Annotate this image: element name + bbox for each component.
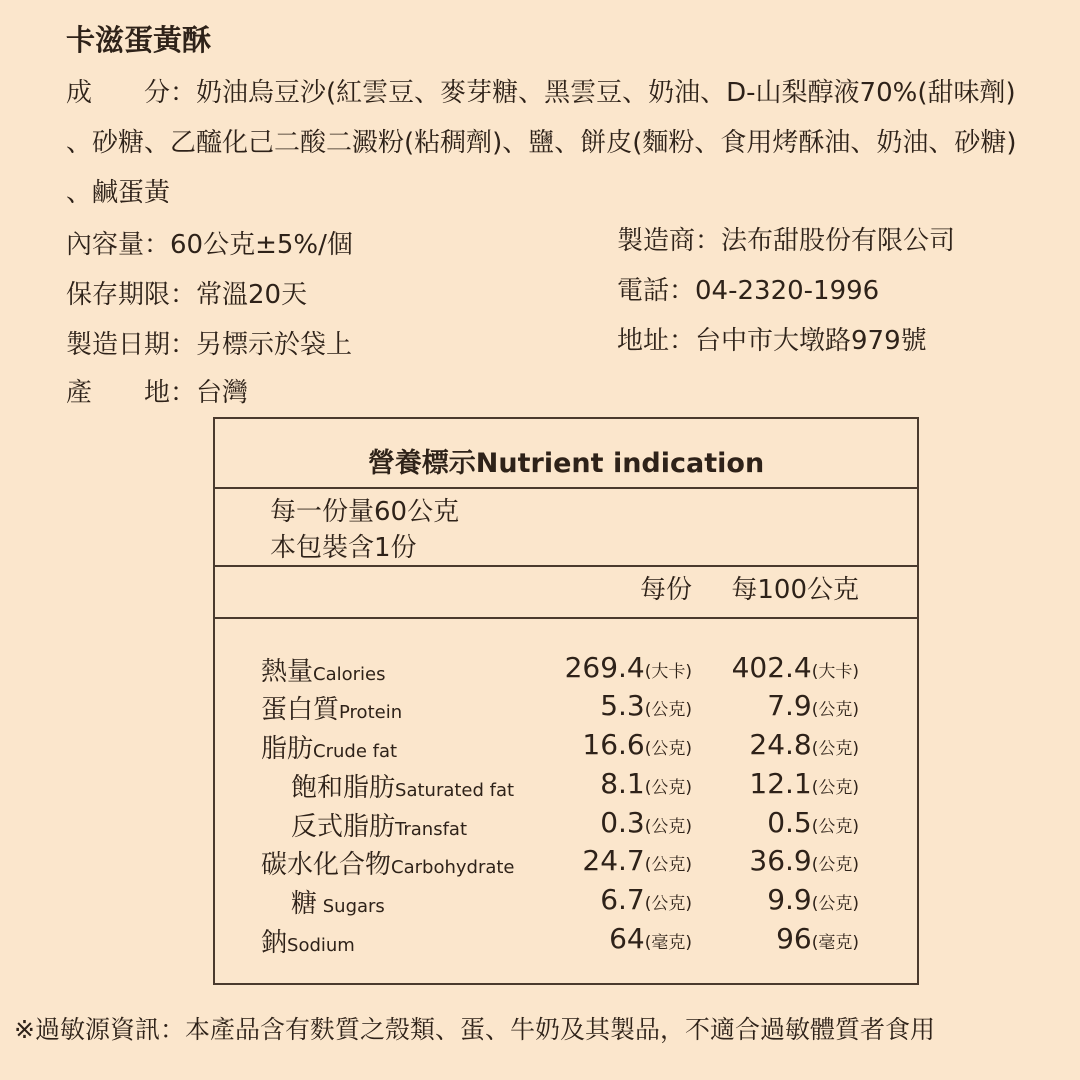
nutrient-name: 碳水化合物Carbohydrate [261,850,515,880]
nutrition-panel [213,417,919,985]
ingredients-line-2: 、砂糖、乙醯化己二酸二澱粉(粘稠劑)、鹽、餅皮(麵粉、食用烤酥油、奶油、砂糖) [66,128,1017,158]
info-value: 60公克±5%/個 [170,230,353,260]
nutrient-row-fat [215,728,917,766]
info-value: 常溫20天 [196,280,308,310]
ingredients-line-3: 、鹹蛋黃 [66,178,171,208]
nutrient-row-protein [215,689,917,727]
nutrient-value-per-100g: 24.8(公克) [749,728,859,761]
nutrient-value-per-100g: 7.9(公克) [767,689,859,722]
nutrient-value-per-serving: 24.7(公克) [582,844,692,877]
nutrient-name: 蛋白質Protein [261,695,403,725]
info-origin [66,372,248,409]
info-manufacturer [617,220,955,257]
nutrient-value-per-100g: 9.9(公克) [767,883,859,916]
info-value: 另標示於袋上 [196,330,353,360]
info-phone [617,270,879,307]
product-title: 卡滋蛋黃酥 [66,23,212,57]
info-label: 製造日期： [66,330,197,360]
info-label: 地址： [617,326,696,356]
info-label: 產 地： [66,378,197,408]
nutrient-name: 反式脂肪Transfat [291,812,468,842]
divider [215,487,917,489]
nutrient-row-saturated-fat [215,767,917,805]
allergy-notice: ※過敏源資訊：本產品含有麩質之殼類、蛋、牛奶及其製品，不適合過敏體質者食用 [14,1015,935,1044]
nutrient-value-per-serving: 16.6(公克) [582,728,692,761]
nutrient-value-per-serving: 269.4(大卡) [564,651,692,684]
info-label: 保存期限： [66,280,197,310]
nutrient-name: 熱量Calories [261,657,386,687]
servings-per-pack: 本包裝含1份 [270,533,417,563]
nutrient-value-per-serving: 8.1(公克) [600,767,692,800]
ingredients-text-1: 奶油烏豆沙(紅雲豆、麥芽糖、黑雲豆、奶油、D-山梨醇液70%(甜味劑) [196,78,1016,108]
info-value: 台中市大墩路979號 [695,326,927,356]
nutrient-row-calories [215,651,917,689]
ingredients-line-1 [66,72,1056,109]
nutrient-name: 脂肪Crude fat [261,734,398,764]
nutrient-value-per-serving: 0.3(公克) [600,806,692,839]
info-label: 製造商： [617,226,722,256]
nutrient-value-per-serving: 5.3(公克) [600,689,692,722]
info-value: 04-2320-1996 [695,276,880,306]
info-value: 台灣 [196,378,249,408]
nutrition-title: 營養標示Nutrient indication [367,448,765,479]
nutrient-value-per-100g: 12.1(公克) [749,767,859,800]
info-label: 電話： [617,276,696,306]
info-shelf-life [66,274,307,311]
col-per-serving: 每份 [639,575,692,605]
nutrient-value-per-100g: 0.5(公克) [767,806,859,839]
nutrient-value-per-100g: 36.9(公克) [749,844,859,877]
col-per-100g: 每100公克 [731,575,859,605]
nutrient-value-per-100g: 402.4(大卡) [731,651,859,684]
nutrient-name: 鈉Sodium [261,928,355,958]
info-value: 法布甜股份有限公司 [721,226,956,256]
divider [215,565,917,567]
info-manufacture-date [66,324,352,361]
info-net-weight [66,224,353,261]
ingredients-label: 成 分： [66,78,197,108]
nutrient-row-trans-fat [215,806,917,844]
nutrient-name: 糖 Sugars [291,889,385,919]
nutrient-row-sodium [215,922,917,960]
nutrient-value-per-serving: 64(毫克) [609,922,692,955]
nutrient-value-per-serving: 6.7(公克) [600,883,692,916]
serving-size: 每一份量60公克 [270,497,460,527]
nutrient-row-carbohydrate [215,844,917,882]
nutrient-row-sugars [215,883,917,921]
nutrient-name: 飽和脂肪Saturated fat [291,773,515,803]
divider [215,617,917,619]
info-address [617,320,927,357]
info-label: 內容量： [66,230,171,260]
nutrient-value-per-100g: 96(毫克) [776,922,859,955]
